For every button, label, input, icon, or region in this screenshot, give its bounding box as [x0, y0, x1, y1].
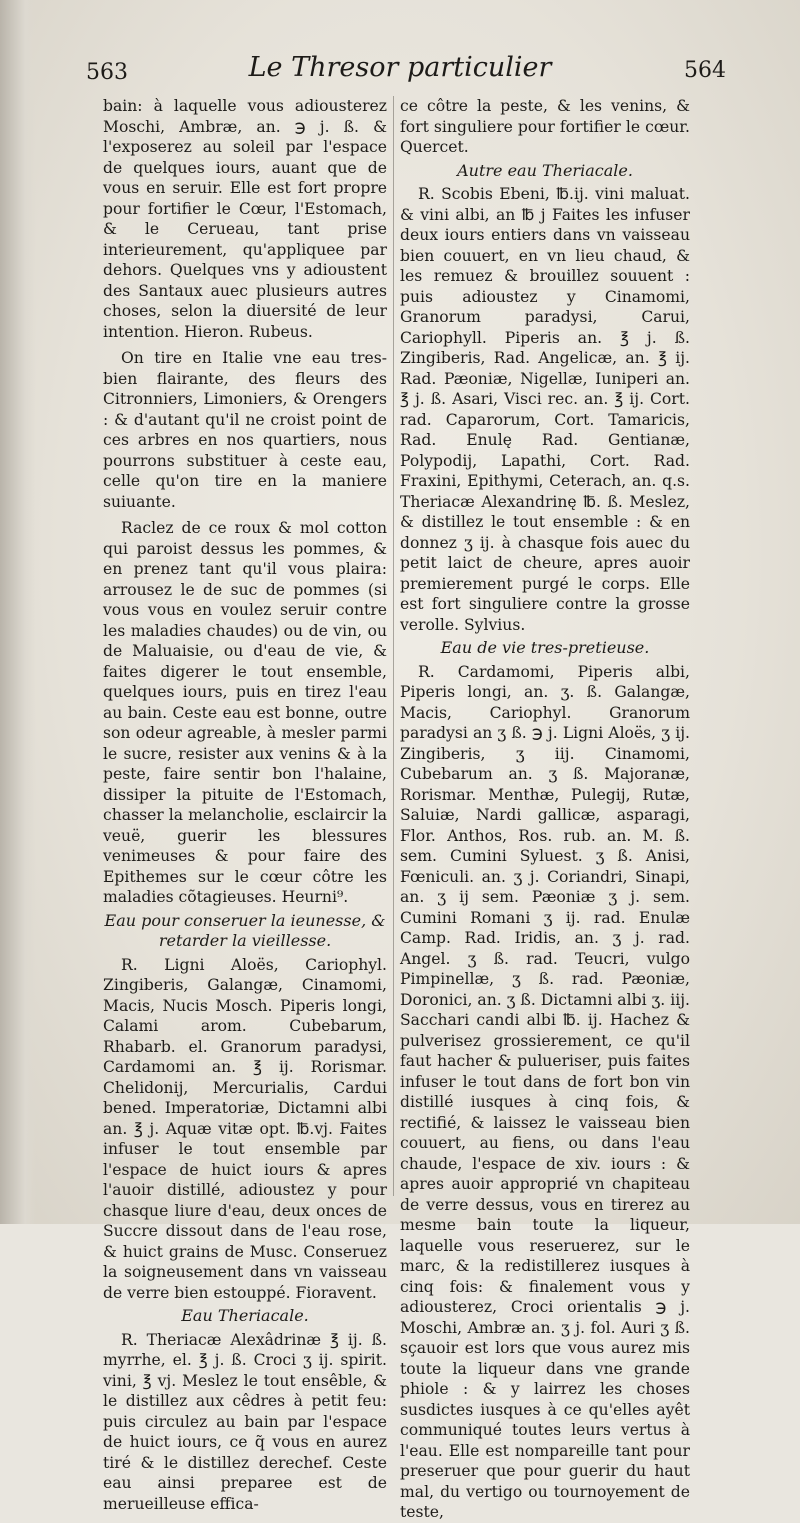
left-paragraph-4: R. Ligni Aloës, Cariophyl. Zingiberis, Galangæ, Cinamomi, Macis, Nucis Mosch. Piperis longi, Calami arom. Cubebarum, Rhabarb. el. Granorum paradysi, Cardamomi an. ℥ ij. Rorismar. Chelidonij, Mercurialis, Cardui bened. Imperatoriæ, Dictamni albi an. ℥ j. Aquæ vitæ opt. ℔.vj. Faites infuser le tout ensemble par l'espace de huict iours & apres l'auoir distillé, adioustez y pour chasque liure d'eau, deux onces de Succre dissout dans de l'eau rose, & huict grains de Musc. Conseruez la soigneusement dans vn vaisseau de verre bien estouppé. Fioravent.	[103, 955, 387, 1302]
column-divider	[393, 96, 394, 1196]
left-heading-1: Eau pour conseruer la ieunesse, & retarder la vieillesse.	[104, 910, 386, 950]
left-paragraph-2: On tire en Italie vne eau tres-bien flairante, des fleurs des Citronniers, Limoniers, & Orengers : & d'autant qu'il ne croist point de ces arbres en nos quartiers, nous pourrons substituer à ceste eau, celle qu'on tire en la maniere suiuante.	[103, 349, 387, 511]
right-paragraph-2: R. Scobis Ebeni, ℔.ij. vini maluat. & vini albi, an ℔ j Faites les infuser deux iours entiers dans vn vaisseau bien couuert, en vn lieu chaud, & les remuez & brouillez souuent : puis adioustez y Cinamomi, Granorum paradysi, Carui, Cariophyll. Piperis an. ℥ j. ß. Zingiberis, Rad. Angelicæ, an. ℥ ij. Rad. Pæoniæ, Nigellæ, Iuniperi an. ℥ j. ß. Asari, Visci rec. an. ℥ ij. Cort. rad. Caparorum, Cort. Tamaricis, Rad. Enulę Rad. Gentianæ, Polypodij, Lapathi, Cort. Rad. Fraxini, Epithymi, Ceterach, an. q.s. Theriacæ Alexandrinę ℔. ß. Meslez, & distillez le tout ensemble : & en donnez ʒ ij. à chasque fois auec du petit laict de cheure, apres auoir premierement purgé le corps. Elle est fort singuliere contre la grosse verolle. Sylvius.	[400, 185, 690, 634]
running-title: Le Thresor particulier	[248, 52, 552, 83]
right-column	[400, 96, 690, 1523]
page-number-left: 563	[86, 60, 128, 85]
right-paragraph-1: ce côtre la peste, & les venins, & fort singuliere pour fortifier le cœur. Quercet.	[400, 97, 690, 156]
page-number-right: 564	[684, 58, 726, 83]
page-header	[0, 52, 800, 92]
right-heading-2: Eau de vie tres-pretieuse.	[440, 638, 650, 657]
left-column	[103, 96, 387, 1514]
left-paragraph-5: R. Theriacæ Alexâdrinæ ℥ ij. ß. myrrhe, el. ℥ j. ß. Croci ʒ ij. spirit. vini, ℥ vj. Meslez le tout ensêble, & le distillez aux cêdres à petit feu: puis circulez au bain par l'espace de huict iours, ce q̃ vous en aurez tiré & le distillez derechef. Ceste eau ainsi preparee est de merueilleuse effica-	[103, 1330, 387, 1513]
left-paragraph-1: bain: à laquelle vous adiousterez Moschi, Ambræ, an. ℈ j. ß. & l'exposerez au soleil par l'espace de quelques iours, auant que de vous en seruir. Elle est fort propre pour fortifier le Cœur, l'Estomach, & le Cerueau, tant prise interieurement, qu'appliquee par dehors. Quelques vns y adioustent des Santaux auec plusieurs autres choses, selon la diuersité de leur intention. Hieron. Rubeus.	[103, 97, 387, 341]
right-paragraph-3: R. Cardamomi, Piperis albi, Piperis longi, an. ʒ. ß. Galangæ, Macis, Cariophyl. Granorum paradysi an ʒ ß. ℈ j. Ligni Aloës, ʒ ij. Zingiberis, ʒ iij. Cinamomi, Cubebarum an. ʒ ß. Majoranæ, Rorismar. Menthæ, Pulegij, Rutæ, Saluiæ, Nardi gallicæ, asparagi, Flor. Anthos, Ros. rub. an. M. ß. sem. Cumini Syluest. ʒ ß. Anisi, Fœniculi. an. ʒ j. Coriandri, Sinapi, an. ʒ ij sem. Pæoniæ ʒ j. sem. Cumini Romani ʒ ij. rad. Enulæ Camp. Rad. Iridis, an. ʒ j. rad. Angel. ʒ ß. rad. Teucri, vulgo Pimpinellæ, ʒ ß. rad. Pæoniæ, Doronici, an. ʒ ß. Dictamni albi ʒ. iij. Sacchari candi albi ℔. ij. Hachez & pulverisez grossierement, ce qu'il faut hacher & pulueriser, puis faites infuser le tout dans de fort bon vin distillé iusques à cinq fois, & rectifié, & laissez le vaisseau bien couuert, au fiens, ou dans l'eau chaude, l'espace de xiv. iours : & apres auoir approprié vn chapiteau de verre dessus, vous en tirerez au mesme bain toute la liqueur, laquelle vous reseruerez, sur le marc, & la redistillerez iusques à cinq fois: & finalement vous y adiousterez, Croci orientalis ℈ j. Moschi, Ambræ an. ʒ j. fol. Auri ʒ ß. sçauoir est lors que vous aurez mis toute la liqueur dans vne grande phiole : & y lairrez les choses susdictes iusques à ce qu'elles ayêt communiqué toutes leurs vertus à l'eau. Elle est nompareille tant pour preseruer que pour guerir du haut mal, du vertigo ou tournoyement de teste,	[400, 662, 690, 1521]
right-heading-1: Autre eau Theriacale.	[457, 160, 633, 180]
page-gutter-shadow	[0, 0, 36, 1224]
left-heading-2: Eau Theriacale.	[181, 1306, 309, 1325]
left-paragraph-3: Raclez de ce roux & mol cotton qui paroist dessus les pommes, & en prenez tant qu'il vous plaira: arrousez le de suc de pommes (si vous vous en voulez seruir contre les maladies chaudes) ou de vin, ou de Maluaisie, ou d'eau de vie, & faites digerer le tout ensemble, quelques iours, puis en tirez l'eau au bain. Ceste eau est bonne, outre son odeur agreable, à mesler parmi le sucre, resister aux venins & à la peste, faire sentir bon l'halaine, dissiper la pituite de l'Estomach, chasser la melancholie, esclaircir la veuë, guerir les blessures venimeuses & pour faire des Epithemes sur le cœur côtre les maladies cõtagieuses. Heurni⁹.	[103, 519, 387, 906]
